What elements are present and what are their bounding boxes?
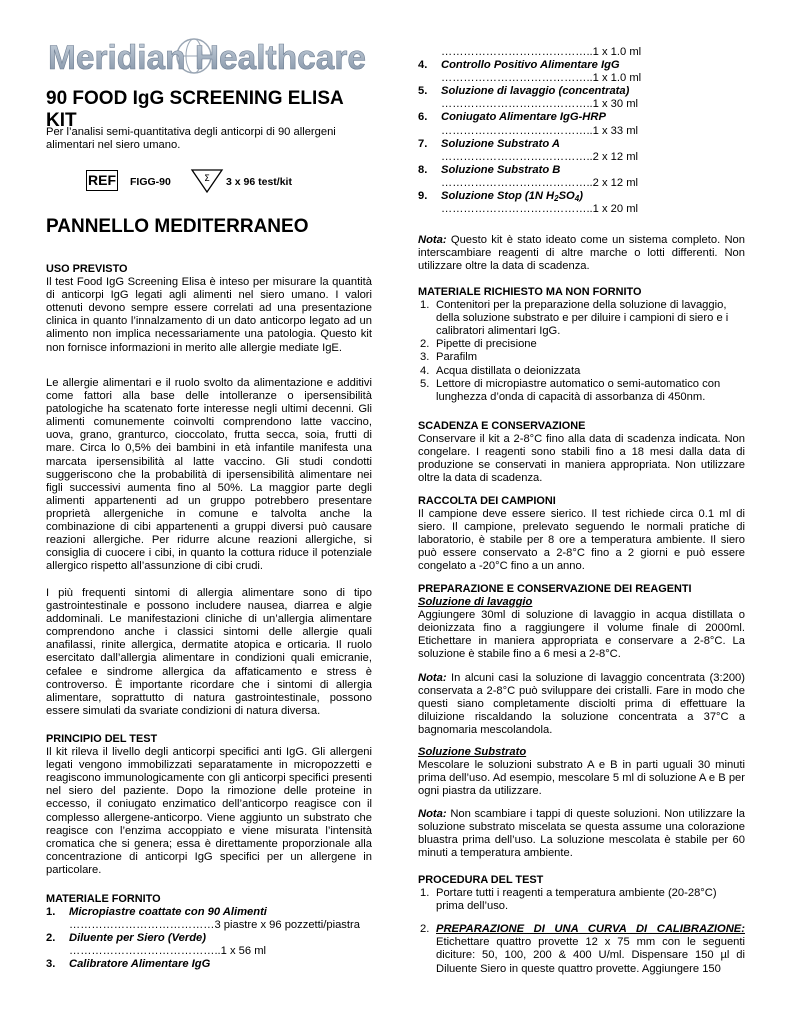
item-name: Soluzione di lavaggio (concentrata) bbox=[441, 85, 630, 98]
section-heading: SCADENZA E CONSERVAZIONE bbox=[418, 420, 586, 432]
meridian-healthcare-logo bbox=[46, 33, 376, 79]
sigma-symbol: Σ bbox=[204, 174, 210, 184]
list-item bbox=[418, 46, 745, 59]
item-name: Micropiastre coattate con 90 Alimenti bbox=[69, 906, 267, 919]
list-item bbox=[418, 111, 745, 137]
item-text: Etichettare quattro provette 12 x 75 mm con le seguenti diciture: 50, 100, 200 & 400 U/ml. Dispensare 150 µl di Diluente Siero in queste quattro provette. Aggiungere 150 bbox=[436, 936, 745, 975]
kit-subtitle: Per l’analisi semi-quantitativa degli anticorpi di 90 allergeni alimentari nel siero umano. bbox=[46, 126, 336, 152]
item-number: 6. bbox=[418, 111, 428, 124]
section-heading: MATERIALE RICHIESTO MA NON FORNITO bbox=[418, 286, 642, 298]
section-raccolta bbox=[418, 495, 745, 574]
list-item bbox=[46, 906, 372, 932]
stop-name-part: SO bbox=[558, 190, 575, 203]
item-number: 4. bbox=[420, 364, 430, 377]
nota-tappi bbox=[418, 808, 745, 860]
item-number: 3. bbox=[420, 351, 430, 364]
section-materiale-fornito bbox=[46, 893, 372, 972]
paragraph-block bbox=[46, 587, 372, 718]
paragraph: Mescolare le soluzioni substrato A e B in parti uguali 30 minuti prima dell’uso. Ad esempio, mescolare 5 ml di soluzione A e B per ogni piastra da utilizzare. bbox=[418, 759, 745, 798]
item-quantity: …………………………………..1 x 20 ml bbox=[441, 203, 639, 216]
list-item bbox=[46, 932, 372, 958]
item-number: 8. bbox=[418, 163, 428, 176]
stop-name-part: ) bbox=[579, 190, 583, 203]
section-preparazione bbox=[418, 583, 745, 662]
nota-kit bbox=[418, 234, 745, 273]
list-item bbox=[418, 365, 745, 378]
item-name: Diluente per Siero (Verde) bbox=[69, 932, 206, 945]
item-number: 4. bbox=[418, 59, 428, 72]
item-quantity: …………………………………..1 x 56 ml bbox=[69, 945, 267, 958]
sigma-triangle-icon bbox=[190, 168, 224, 194]
stop-name-part: Soluzione Stop (1N H bbox=[441, 190, 555, 203]
ref-symbol: REF bbox=[86, 170, 118, 191]
paragraph: Il kit rileva il livello degli anticorpi specifici anti IgG. Gli allergeni legati vengono immobilizzati separatamente in micropozzetti e reagiscono immunologicamente con gli anticorpi specifici presenti nel siero del paziente. Dopo la rimozione delle proteine in eccesso, il coniugato enzimatico dell’anticorpo reagisce con il complesso allergene-anticorpo. Viene aggiunto un substrato che reagisce con l’enzima accoppiato e viene misurata l’intensità cromatica che si genera; essa è direttamente proporzionale alla concentrazione di anticorpi IgG specifici per un allergene in particolare. bbox=[46, 746, 372, 876]
nota-text: In alcuni casi la soluzione di lavaggio concentrata (3:200) conservata a 2-8°C può sviluppare dei cristalli. Fare in modo che questi siano completamente disciolti prima di effettuare la diluizione riscaldando la soluzione concentrata a 37°C a bagnomaria mescolandola. bbox=[418, 672, 745, 737]
section-principio bbox=[46, 733, 372, 877]
item-number: 1. bbox=[46, 906, 56, 919]
item-number: 7. bbox=[418, 137, 428, 150]
item-name: Controllo Positivo Alimentare IgG bbox=[441, 59, 620, 72]
section-uso-previsto bbox=[46, 263, 372, 355]
section-heading: RACCOLTA DEI CAMPIONI bbox=[418, 495, 556, 507]
section-heading: PREPARAZIONE E CONSERVAZIONE DEI REAGENTI bbox=[418, 583, 692, 595]
item-number: 5. bbox=[420, 377, 430, 390]
item-number: 1. bbox=[420, 887, 430, 900]
kit-title: 90 FOOD IgG SCREENING ELISA KIT bbox=[46, 88, 344, 131]
item-text: Acqua distillata o deionizzata bbox=[436, 364, 581, 377]
section-procedura bbox=[418, 874, 745, 976]
section-heading: PROCEDURA DEL TEST bbox=[418, 874, 544, 886]
list-item bbox=[418, 138, 745, 164]
subheading: Soluzione di lavaggio bbox=[418, 596, 533, 609]
item-number: 2. bbox=[46, 932, 56, 945]
item-quantity: …………………………………..2 x 12 ml bbox=[441, 176, 639, 189]
item-text: Parafilm bbox=[436, 351, 478, 364]
item-name: Soluzione Substrato A bbox=[441, 137, 560, 150]
section-scadenza bbox=[418, 420, 745, 485]
kit-size: 3 x 96 test/kit bbox=[226, 176, 292, 188]
item-number: 5. bbox=[418, 85, 428, 98]
paragraph: I più frequenti sintomi di allergia alimentare sono di tipo gastrointestinale e possono includere nausea, diarrea e algie addominali. Le manifestazioni cliniche di un’allergia alimentare comprendono anche i classici sintomi delle allergie quali anafilassi, rinite allergica, dermatite atopica e orticaria. Il ruolo esercitato dall’allergia alimentare in condizioni quali emicranie, cefalee e sindrome allergica da affaticamento e stress è controverso. È importante ricordare che i sintomi di allergia alimentare, soprattutto di natura gastrointestinale, possono essere simulati da svariate condizioni di natura diversa. bbox=[46, 587, 372, 717]
item-text: Lettore di micropiastre automatico o semi-automatico con lunghezza d’onda di capacità di assorbanza di 450nm. bbox=[436, 377, 721, 403]
logo-text: Meridian Healthcare bbox=[48, 39, 366, 77]
step-label: PREPARAZIONE DI UNA CURVA DI CALIBRAZIONE: bbox=[436, 923, 745, 936]
section-heading: MATERIALE FORNITO bbox=[46, 893, 161, 905]
nota-label: Nota: bbox=[418, 808, 447, 820]
item-quantity: …………………………………..2 x 12 ml bbox=[441, 150, 639, 163]
item-quantity: …………………………………..1 x 30 ml bbox=[441, 98, 639, 111]
section-materiale-richiesto bbox=[418, 286, 745, 404]
item-number: 3. bbox=[46, 958, 56, 971]
paragraph-block bbox=[46, 377, 372, 573]
subheading: Soluzione Substrato bbox=[418, 746, 527, 758]
ref-row bbox=[86, 168, 376, 194]
item-quantity: …………………………………..1 x 33 ml bbox=[441, 124, 639, 137]
item-name bbox=[441, 190, 583, 202]
list-item bbox=[418, 299, 745, 338]
nota-cristalli bbox=[418, 672, 745, 737]
subscript-2: 2 bbox=[554, 194, 559, 204]
item-name: Calibratore Alimentare IgG bbox=[69, 958, 211, 971]
section-heading: USO PREVISTO bbox=[46, 263, 128, 275]
list-item bbox=[418, 85, 745, 111]
materiale-continued bbox=[418, 46, 745, 216]
panel-title: PANNELLO MEDITERRANEO bbox=[46, 216, 309, 237]
item-name: Coniugato Alimentare IgG-HRP bbox=[441, 111, 606, 124]
section-substrato bbox=[418, 746, 745, 798]
list-item bbox=[418, 923, 745, 975]
section-heading: PRINCIPIO DEL TEST bbox=[46, 733, 158, 745]
nota-label: Nota: bbox=[418, 234, 447, 246]
paragraph: Il test Food IgG Screening Elisa è inteso per misurare la quantità di anticorpi IgG legati agli alimenti nel siero umano. I valori ottenuti devono sempre essere correlati ad una presentazione clinica in quanto l’innalzamento di un dato anticorpo legato ad un alimento non implica necessariamente una patologia. Questo kit non fornisce informazioni in merito alle allergie mediate IgE. bbox=[46, 276, 372, 354]
item-quantity: …………………………………..1 x 1.0 ml bbox=[441, 46, 642, 58]
list-item bbox=[418, 190, 745, 216]
list-item bbox=[418, 164, 745, 190]
item-quantity: …………………………………..1 x 1.0 ml bbox=[441, 72, 642, 85]
item-number: 1. bbox=[420, 299, 430, 312]
paragraph: Conservare il kit a 2-8°C fino alla data di scadenza indicata. Non congelare. I reagenti sono stabili fino a 18 mesi dalla data di produzione se conservati in maniera appropriata. Non utilizzare oltre la data di scadenza. bbox=[418, 433, 745, 485]
nota-label: Nota: bbox=[418, 672, 447, 684]
subscript-4: 4 bbox=[574, 194, 580, 204]
paragraph: Aggiungere 30ml di soluzione di lavaggio in acqua distillata o deionizzata fino a raggiungere il volume finale di 2000ml. Etichettare in maniera appropriata e conservare a 2-8°C. La soluzione è stabile fino a 6 mesi a 2-8°C. bbox=[418, 609, 745, 661]
item-quantity: …………………………………3 piastre x 96 pozzetti/piastra bbox=[69, 919, 360, 932]
item-name: Soluzione Substrato B bbox=[441, 163, 561, 176]
paragraph: Il campione deve essere sierico. Il test richiede circa 0.1 ml di siero. Il campione, prelevato seguendo le normali pratiche di laboratorio, è stabile per 8 ore a temperatura ambiente. Il siero può essere conservato a 2-8°C fino a 2 giorni e può essere congelato a -20°C fino a un anno. bbox=[418, 508, 745, 573]
paragraph: Le allergie alimentari e il ruolo svolto da alimentazione e additivi come fattori alla base delle intolleranze o ipersensibilità patologiche ha scatenato forte interesse negli ultimi decenni. Gli alimenti comunemente coinvolti comprendono latte vaccino, uova, grano, granturco, cioccolato, frutta secca, soia, frutti di mare. Circa lo 0,5% dei bambini in età infantile manifesta una marcata ipersensibilità al latte vaccino. Gli studi condotti suggeriscono che la probabilità di ipersensibilità alimentare nei figli successivi aumenta fino al 50%. La maggior parte degli alimenti appartenenti ad un gruppo potrebbero presentare proprietà allergeniche in comune e talvolta anche la combinazione di cibi appartenenti a gruppi diversi può causare reazioni allergiche. Per ridurre alcune reazioni allergiche, si consiglia di cuocere i cibi, in quanto la cottura riduce il potenziale allergico rispetto all’assunzione di cibi crudi. bbox=[46, 377, 372, 573]
nota-text: Questo kit è stato ideato come un sistema completo. Non interscambiare reagenti di altre marche o lotti differenti. Non utilizzare oltre la data di scadenza. bbox=[418, 234, 745, 273]
item-number: 2. bbox=[420, 338, 430, 351]
ref-code: FIGG-90 bbox=[130, 176, 171, 188]
list-item bbox=[418, 59, 745, 85]
list-item bbox=[418, 338, 745, 351]
list-item bbox=[418, 887, 745, 913]
list-item bbox=[418, 351, 745, 364]
nota-text: Non scambiare i tappi di queste soluzioni. Non utilizzare la soluzione substrato miscelata se questa assume una colorazione bluastra prima dell’uso. La soluzione mescolata è stabile per 60 minuti a temperatura ambiente. bbox=[418, 808, 745, 860]
list-item bbox=[418, 378, 745, 404]
item-number: 9. bbox=[418, 190, 428, 203]
item-number: 2. bbox=[420, 923, 430, 936]
item-text: Contenitori per la preparazione della soluzione di lavaggio, della soluzione substrato e per diluire i campioni di siero e i calibratori alimentari IgG. bbox=[436, 299, 729, 338]
item-text: Pipette di precisione bbox=[436, 338, 537, 351]
item-text: Portare tutti i reagenti a temperatura ambiente (20-28°C) prima dell’uso. bbox=[436, 887, 717, 913]
list-item bbox=[46, 958, 372, 971]
